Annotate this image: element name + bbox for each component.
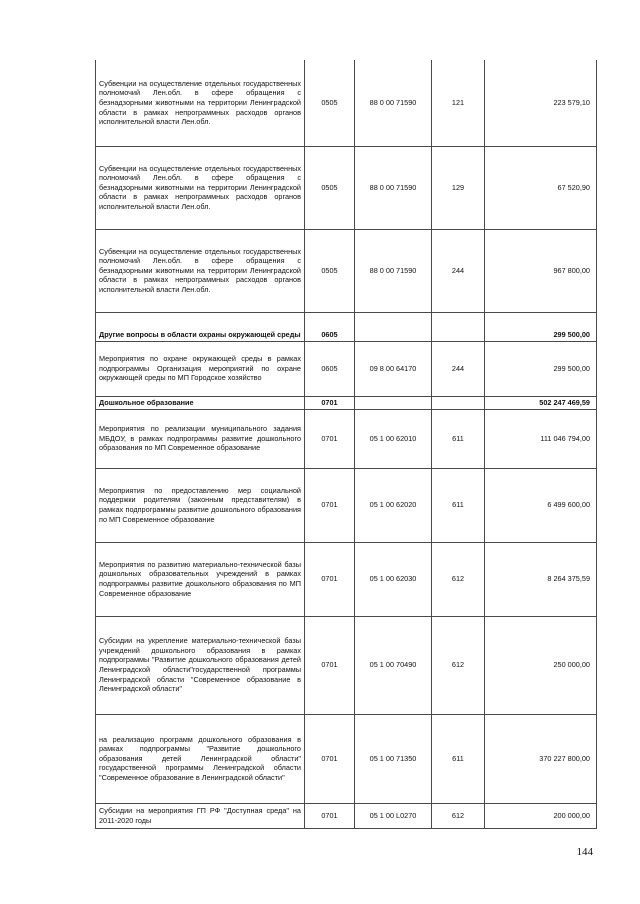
target-article: 88 0 00 71590 — [355, 146, 432, 229]
section-code: 0701 — [305, 409, 355, 468]
section-code: 0701 — [305, 616, 355, 714]
section-row — [96, 312, 597, 341]
expense-type: 244 — [432, 229, 485, 312]
expense-type: 121 — [432, 60, 485, 146]
target-article: 88 0 00 71590 — [355, 229, 432, 312]
section-code: 0701 — [305, 542, 355, 616]
expense-type: 612 — [432, 803, 485, 828]
target-article: 05 1 00 62030 — [355, 542, 432, 616]
section-code: 0701 — [305, 803, 355, 828]
expense-name: Субсидии на укрепление материально-технической базы учреждений дошкольного образования в рамках подпрограммы "Развитие дошкольного образования детей Ленинградской области"государственной программы Ленинградской области "Современное образование в Ленинградской области" — [96, 616, 305, 714]
amount: 299 500,00 — [485, 341, 597, 396]
section-code: 0505 — [305, 146, 355, 229]
section-code: 0701 — [305, 714, 355, 803]
expense-name: Субвенции на осуществление отдельных государственных полномочий Лен.обл. в сфере обращения с безнадзорными животными на территории Ленинградской области в рамках непрограммных расходов органов исполнительной власти Лен.обл. — [96, 229, 305, 312]
page-number: 144 — [576, 846, 593, 858]
expense-type: 611 — [432, 468, 485, 542]
expense-type: 611 — [432, 409, 485, 468]
table-row — [96, 229, 597, 312]
expense-type: 612 — [432, 542, 485, 616]
expense-type: 129 — [432, 146, 485, 229]
amount: 6 499 600,00 — [485, 468, 597, 542]
table-row — [96, 714, 597, 803]
expense-name: Мероприятия по предоставлению мер социальной поддержки родителям (законным представителям) в рамках подпрограммы развитие дошкольного образования по МП Современное образование — [96, 468, 305, 542]
expense-name: Мероприятия по реализации муниципального задания МБДОУ, в рамках подпрограммы развитие дошкольного образования по МП Современное образование — [96, 409, 305, 468]
target-article — [355, 312, 432, 341]
expense-name: Субвенции на осуществление отдельных государственных полномочий Лен.обл. в сфере обращения с безнадзорными животными на территории Ленинградской области в рамках непрограммных расходов органов исполнительной власти Лен.обл. — [96, 60, 305, 146]
section-code: 0605 — [305, 312, 355, 341]
amount: 223 579,10 — [485, 60, 597, 146]
target-article: 09 8 00 64170 — [355, 341, 432, 396]
table-row — [96, 468, 597, 542]
target-article: 05 1 00 L0270 — [355, 803, 432, 828]
table-row — [96, 60, 597, 146]
amount: 370 227 800,00 — [485, 714, 597, 803]
section-amount: 299 500,00 — [485, 312, 597, 341]
target-article: 05 1 00 62010 — [355, 409, 432, 468]
expense-name: Субвенции на осуществление отдельных государственных полномочий Лен.обл. в сфере обращения с безнадзорными животными на территории Ленинградской области в рамках непрограммных расходов органов исполнительной власти Лен.обл. — [96, 146, 305, 229]
amount: 200 000,00 — [485, 803, 597, 828]
section-code: 0701 — [305, 396, 355, 409]
amount: 250 000,00 — [485, 616, 597, 714]
table-row — [96, 616, 597, 714]
expense-type: 244 — [432, 341, 485, 396]
amount: 67 520,90 — [485, 146, 597, 229]
expense-name: на реализацию программ дошкольного образования в рамках подпрограммы "Развитие дошкольного образования детей Ленинградской области" государственной программы Ленинградской области "Современное образование в Ленинградской области" — [96, 714, 305, 803]
section-code: 0505 — [305, 229, 355, 312]
target-article — [355, 396, 432, 409]
budget-table — [95, 60, 597, 829]
expense-name: Субсидии на мероприятия ГП РФ "Доступная среда" на 2011-2020 годы — [96, 803, 305, 828]
amount: 967 800,00 — [485, 229, 597, 312]
section-name: Другие вопросы в области охраны окружающей среды — [96, 312, 305, 341]
section-amount: 502 247 469,59 — [485, 396, 597, 409]
amount: 111 046 794,00 — [485, 409, 597, 468]
expense-type — [432, 312, 485, 341]
table-row — [96, 146, 597, 229]
table-row — [96, 542, 597, 616]
table-row — [96, 409, 597, 468]
section-name: Дошкольное образование — [96, 396, 305, 409]
target-article: 05 1 00 62020 — [355, 468, 432, 542]
table-row — [96, 341, 597, 396]
section-code: 0605 — [305, 341, 355, 396]
expense-type — [432, 396, 485, 409]
target-article: 05 1 00 70490 — [355, 616, 432, 714]
table-row — [96, 803, 597, 828]
amount: 8 264 375,59 — [485, 542, 597, 616]
expense-name: Мероприятия по развитию материально-технической базы дошкольных образовательных учреждений в рамках подпрограммы развитие дошкольного образования по МП Современное образование — [96, 542, 305, 616]
section-row — [96, 396, 597, 409]
target-article: 05 1 00 71350 — [355, 714, 432, 803]
section-code: 0701 — [305, 468, 355, 542]
target-article: 88 0 00 71590 — [355, 60, 432, 146]
expense-name: Мероприятия по охране окружающей среды в рамках подпрограммы Организация мероприятий по охране окружающей среды по МП Городское хозяйство — [96, 341, 305, 396]
section-code: 0505 — [305, 60, 355, 146]
expense-type: 611 — [432, 714, 485, 803]
expense-type: 612 — [432, 616, 485, 714]
